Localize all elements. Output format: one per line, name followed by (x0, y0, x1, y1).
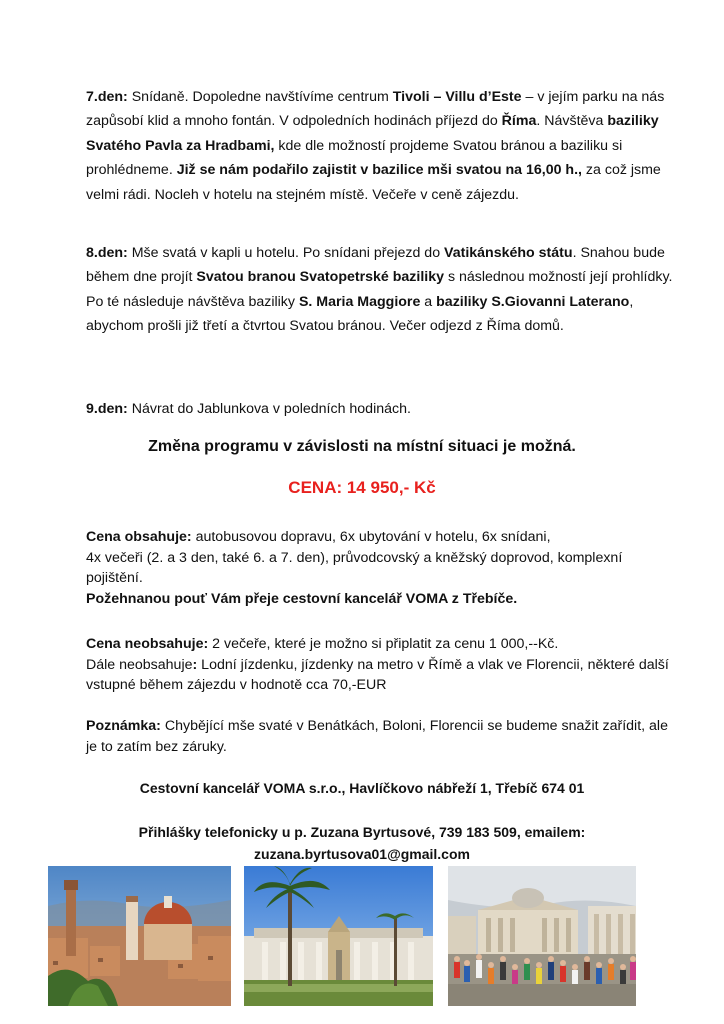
day-8-label: 8.den: (86, 245, 128, 261)
day-7-label: 7.den: (86, 89, 128, 105)
florence-skyline-photo (48, 866, 231, 1006)
signup-email[interactable]: zuzana.byrtusova01@gmail.com (254, 846, 470, 862)
basilica-st-paul-photo (244, 866, 433, 1006)
day-8-paragraph: 8.den: Mše svatá v kapli u hotelu. Po snídani přejezd do Vatikánského státu. Snahou bude během dne projít Svatou branou Svatopetrské baziliky s následnou možností její prohlídky. Po té následuje návštěva baziliky S. Maria Maggiore a baziliky S.Giovanni Laterano, abychom prošli již třetí a čtvrtou Svatou bránou. Večer odjezd z Říma domů. (86, 245, 673, 335)
program-change-notice: Změna programu v závislosti na místní situaci je možná. (148, 438, 576, 455)
st-peters-square-photo (448, 866, 636, 1006)
day-9-label: 9.den: (86, 401, 128, 417)
day-7-paragraph: 7.den: Snídaně. Dopoledne navštívíme centrum Tivoli – Villu d’Este – v jejím parku na nás zapůsobí klid a mnoho fontán. V odpoledních hodinách příjezd do Říma. Návštěva baziliky Svatého Pavla za Hradbami, kde dle možností projdeme Svatou bránou a baziliku si prohlédneme. Již se nám podařilo zajistit v bazilice mši svatou na 16,00 h., za což jsme velmi rádi. Nocleh v hotelu na stejném místě. Večeře v ceně zájezdu. (86, 89, 665, 203)
price-includes-paragraph: Cena obsahuje: autobusovou dopravu, 6x ubytování v hotelu, 6x snídani, 4x večeři (2. a 3 den, také 6. a 7. den), průvodcovský a kněžský doprovod, komplexní pojištění. Požehnanou pouť Vám přeje cestovní kancelář VOMA z Třebíče. (86, 529, 623, 607)
agency-address: Cestovní kancelář VOMA s.r.o., Havlíčkovo nábřeží 1, Třebíč 674 01 (139, 780, 585, 796)
day-9-paragraph: 9.den: Návrat do Jablunkova v poledních hodinách. (86, 401, 411, 417)
price-heading: CENA: 14 950,- Kč (288, 478, 436, 497)
blessing-line: Požehnanou pouť Vám přeje cestovní kancelář VOMA z Třebíče. (86, 590, 518, 607)
signup-contact: Přihlášky telefonicky u p. Zuzana Byrtusové, 739 183 509, emailem: zuzana.byrtusova01@gmail.com (138, 824, 586, 862)
note-paragraph: Poznámka: Chybějící mše svaté v Benátkách, Boloni, Florencii se budeme snažit zařídit, ale je to zatím bez záruky. (86, 718, 668, 755)
price-excludes-paragraph: Cena neobsahuje: 2 večeře, které je možno si připlatit za cenu 1 000,--Kč. Dále neobsahuje: Lodní jízdenku, jízdenky na metro v Římě a vlak ve Florencii, některé další vstupné během zájezdu v hodnotě cca 70,-EUR (86, 636, 669, 693)
